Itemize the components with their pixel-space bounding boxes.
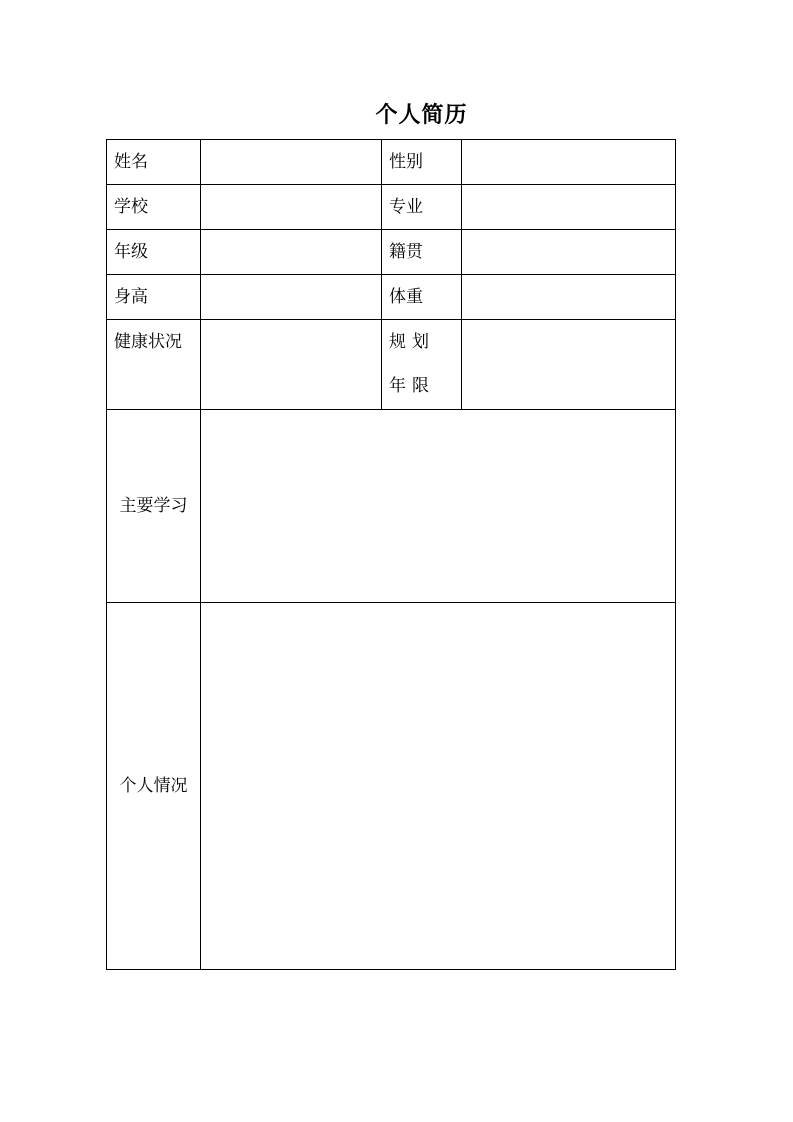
weight-field[interactable]: [462, 275, 676, 320]
plan-years-label: 规划年限: [382, 320, 462, 410]
page-title: 个人简历: [375, 103, 468, 128]
major-field[interactable]: [462, 185, 676, 230]
table-row: [107, 603, 676, 970]
plan-years-field[interactable]: [462, 320, 676, 410]
hometown-label: 籍贯: [382, 230, 462, 275]
personal-label: 个人情况: [107, 603, 201, 970]
grade-field[interactable]: [201, 230, 382, 275]
school-field[interactable]: [201, 185, 382, 230]
name-label: 姓名: [107, 140, 201, 185]
table-row: [107, 320, 676, 410]
health-label: 健康状况: [107, 320, 201, 410]
hometown-field[interactable]: [462, 230, 676, 275]
weight-label: 体重: [382, 275, 462, 320]
gender-label: 性别: [382, 140, 462, 185]
table-row: [107, 410, 676, 603]
resume-table: [106, 139, 676, 970]
health-field[interactable]: [201, 320, 382, 410]
table-row: [107, 275, 676, 320]
table-row: [107, 230, 676, 275]
table-row: [107, 140, 676, 185]
personal-field[interactable]: [201, 603, 676, 970]
study-field[interactable]: [201, 410, 676, 603]
height-label: 身高: [107, 275, 201, 320]
grade-label: 年级: [107, 230, 201, 275]
gender-field[interactable]: [462, 140, 676, 185]
height-field[interactable]: [201, 275, 382, 320]
name-field[interactable]: [201, 140, 382, 185]
study-label: 主要学习: [107, 410, 201, 603]
major-label: 专业: [382, 185, 462, 230]
school-label: 学校: [107, 185, 201, 230]
table-row: [107, 185, 676, 230]
